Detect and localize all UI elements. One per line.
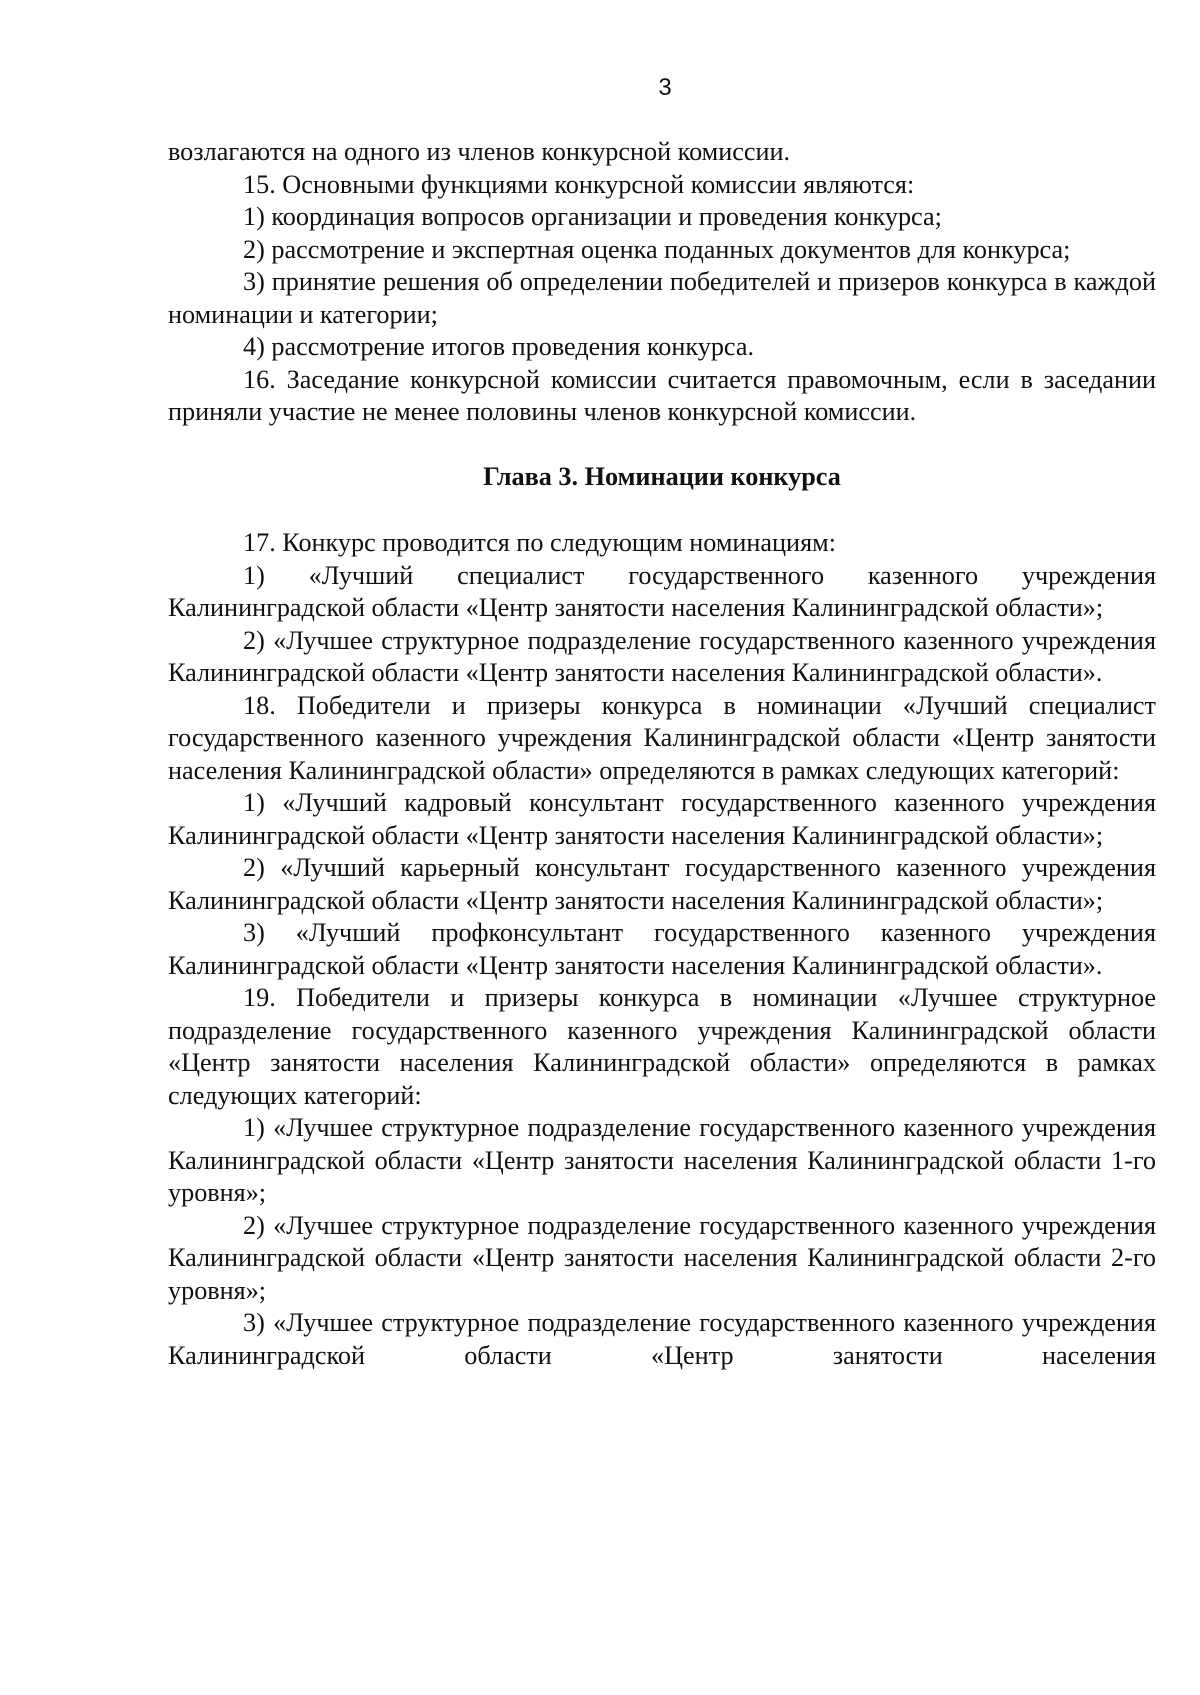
paragraph: 1) «Лучшее структурное подразделение государственного казенного учреждения Калининградской области «Центр занятости населения Калининградской области 1-го уровня»;: [168, 1113, 1156, 1207]
paragraph: 17. Конкурс проводится по следующим номинациям:: [243, 528, 836, 557]
paragraph: 2) «Лучшее структурное подразделение государственного казенного учреждения Калининградской области «Центр занятости населения Калининградской области».: [168, 625, 1156, 687]
paragraph: возлагаются на одного из членов конкурсной комиссии.: [168, 137, 791, 166]
paragraph: 3) «Лучшее структурное подразделение государственного казенного учреждения Калининградской области «Центр занятости населения: [168, 1308, 1156, 1370]
paragraph: 2) рассмотрение и экспертная оценка поданных документов для конкурса;: [243, 234, 1071, 264]
paragraph: 2) «Лучшее структурное подразделение государственного казенного учреждения Калининградской области «Центр занятости населения Калининградской области 2-го уровня»;: [168, 1210, 1156, 1305]
paragraph: 4) рассмотрение итогов проведения конкурса.: [243, 332, 755, 361]
paragraph: 1) координация вопросов организации и проведения конкурса;: [243, 202, 942, 231]
section-after-heading: [168, 527, 1156, 1372]
paragraph: 3) «Лучший профконсультант государственного казенного учреждения Калининградской области «Центр занятости населения Калининградской области».: [168, 918, 1156, 980]
paragraph: 15. Основными функциями конкурсной комиссии являются:: [243, 169, 915, 199]
paragraph: 1) «Лучший кадровый консультант государственного казенного учреждения Калининградской области «Центр занятости населения Калининградской области»;: [168, 788, 1156, 850]
paragraph: 1) «Лучший специалист государственного казенного учреждения Калининградской области «Центр занятости населения Калининградской области»;: [168, 560, 1156, 622]
section-before-heading: [168, 136, 1156, 429]
paragraph: 18. Победители и призеры конкурса в номинации «Лучший специалист государственного казенного учреждения Калининградской области «Центр занятости населения Калининградской области» определяются в рамках следующих категорий:: [168, 690, 1156, 785]
paragraph: 19. Победители и призеры конкурса в номинации «Лучшее структурное подразделение государственного казенного учреждения Калининградской области «Центр занятости населения Калининградской области» определяются в рамках следующих категорий:: [168, 983, 1156, 1110]
page-number: 3: [658, 74, 672, 101]
chapter-heading: Глава 3. Номинации конкурса: [483, 461, 841, 491]
paragraph: 16. Заседание конкурсной комиссии считается правомочным, если в заседании приняли участие не менее половины членов конкурсной комиссии.: [168, 364, 1156, 426]
paragraph: 3) принятие решения об определении победителей и призеров конкурса в каждой номинации и категории;: [168, 267, 1156, 329]
document-page: [168, 72, 1156, 1372]
paragraph: 2) «Лучший карьерный консультант государственного казенного учреждения Калининградской области «Центр занятости населения Калининградской области»;: [168, 853, 1156, 915]
